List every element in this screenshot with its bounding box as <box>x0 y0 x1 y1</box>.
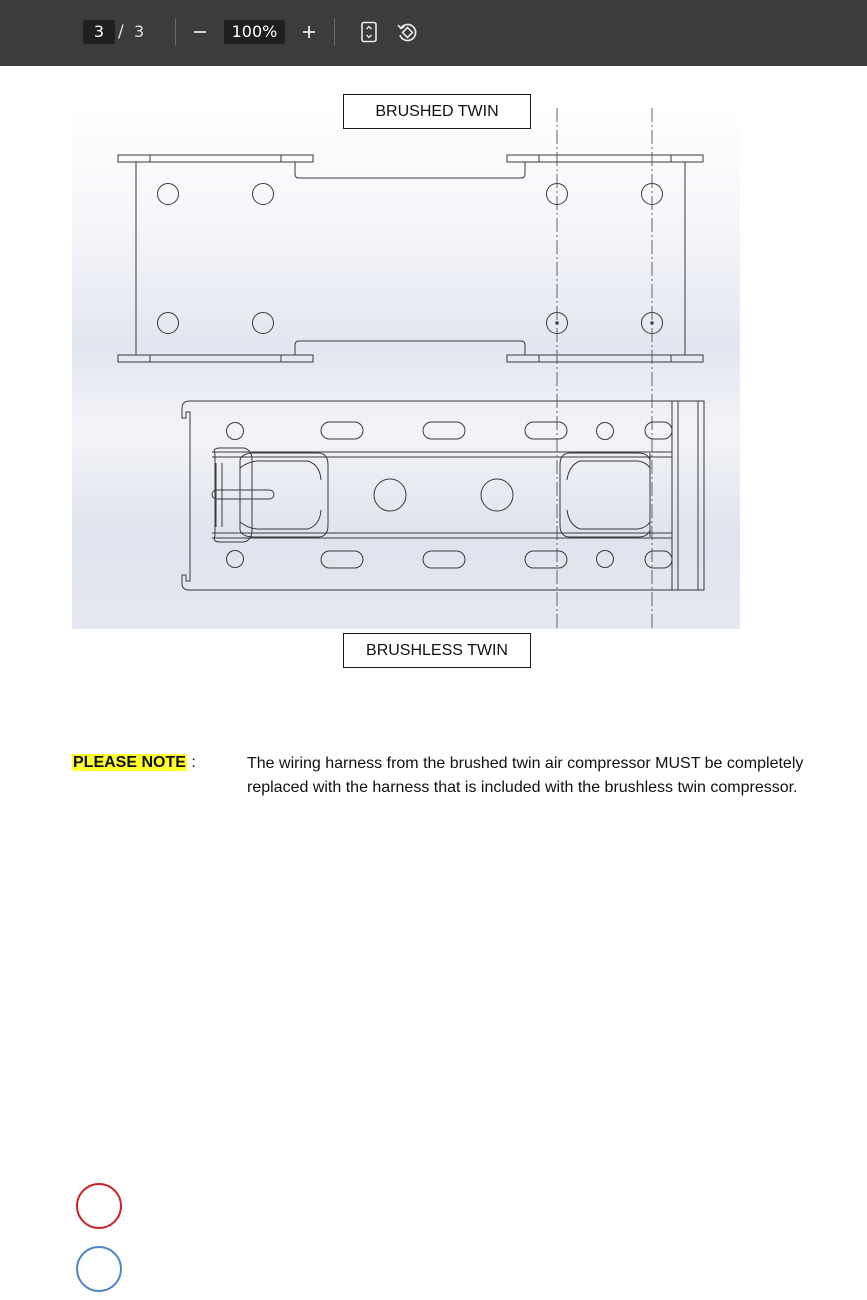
note-colon: : <box>186 754 196 771</box>
note-label <box>72 751 196 775</box>
pdf-toolbar <box>0 0 867 66</box>
red-circle-annotation[interactable] <box>76 1183 122 1229</box>
zoom-out-icon <box>192 24 208 40</box>
zoom-in-button[interactable] <box>294 17 324 47</box>
brushed-twin-label: BRUSHED TWIN <box>343 94 531 129</box>
please-note-highlight: PLEASE NOTE <box>73 754 186 771</box>
blue-circle-annotation[interactable] <box>76 1246 122 1292</box>
page-number-input[interactable]: 3 <box>83 20 115 44</box>
technical-drawing-svg <box>72 108 740 629</box>
rotate-icon <box>395 20 419 44</box>
brushless-twin-label: BRUSHLESS TWIN <box>343 633 531 668</box>
fit-page-icon <box>360 21 378 43</box>
compressor-drawing <box>72 108 740 629</box>
toolbar-divider <box>175 18 176 46</box>
fit-page-button[interactable] <box>354 17 384 47</box>
zoom-out-button[interactable] <box>185 17 215 47</box>
page-total: 3 <box>134 22 145 41</box>
zoom-in-icon <box>301 24 317 40</box>
toolbar-divider <box>334 18 335 46</box>
zoom-level-input[interactable]: 100% <box>224 20 285 44</box>
page-separator: / <box>118 22 124 42</box>
note-text: The wiring harness from the brushed twin air compressor MUST be completely replaced with the harness that is included with the brushless twin compressor. <box>247 755 804 796</box>
rotate-button[interactable] <box>392 17 422 47</box>
